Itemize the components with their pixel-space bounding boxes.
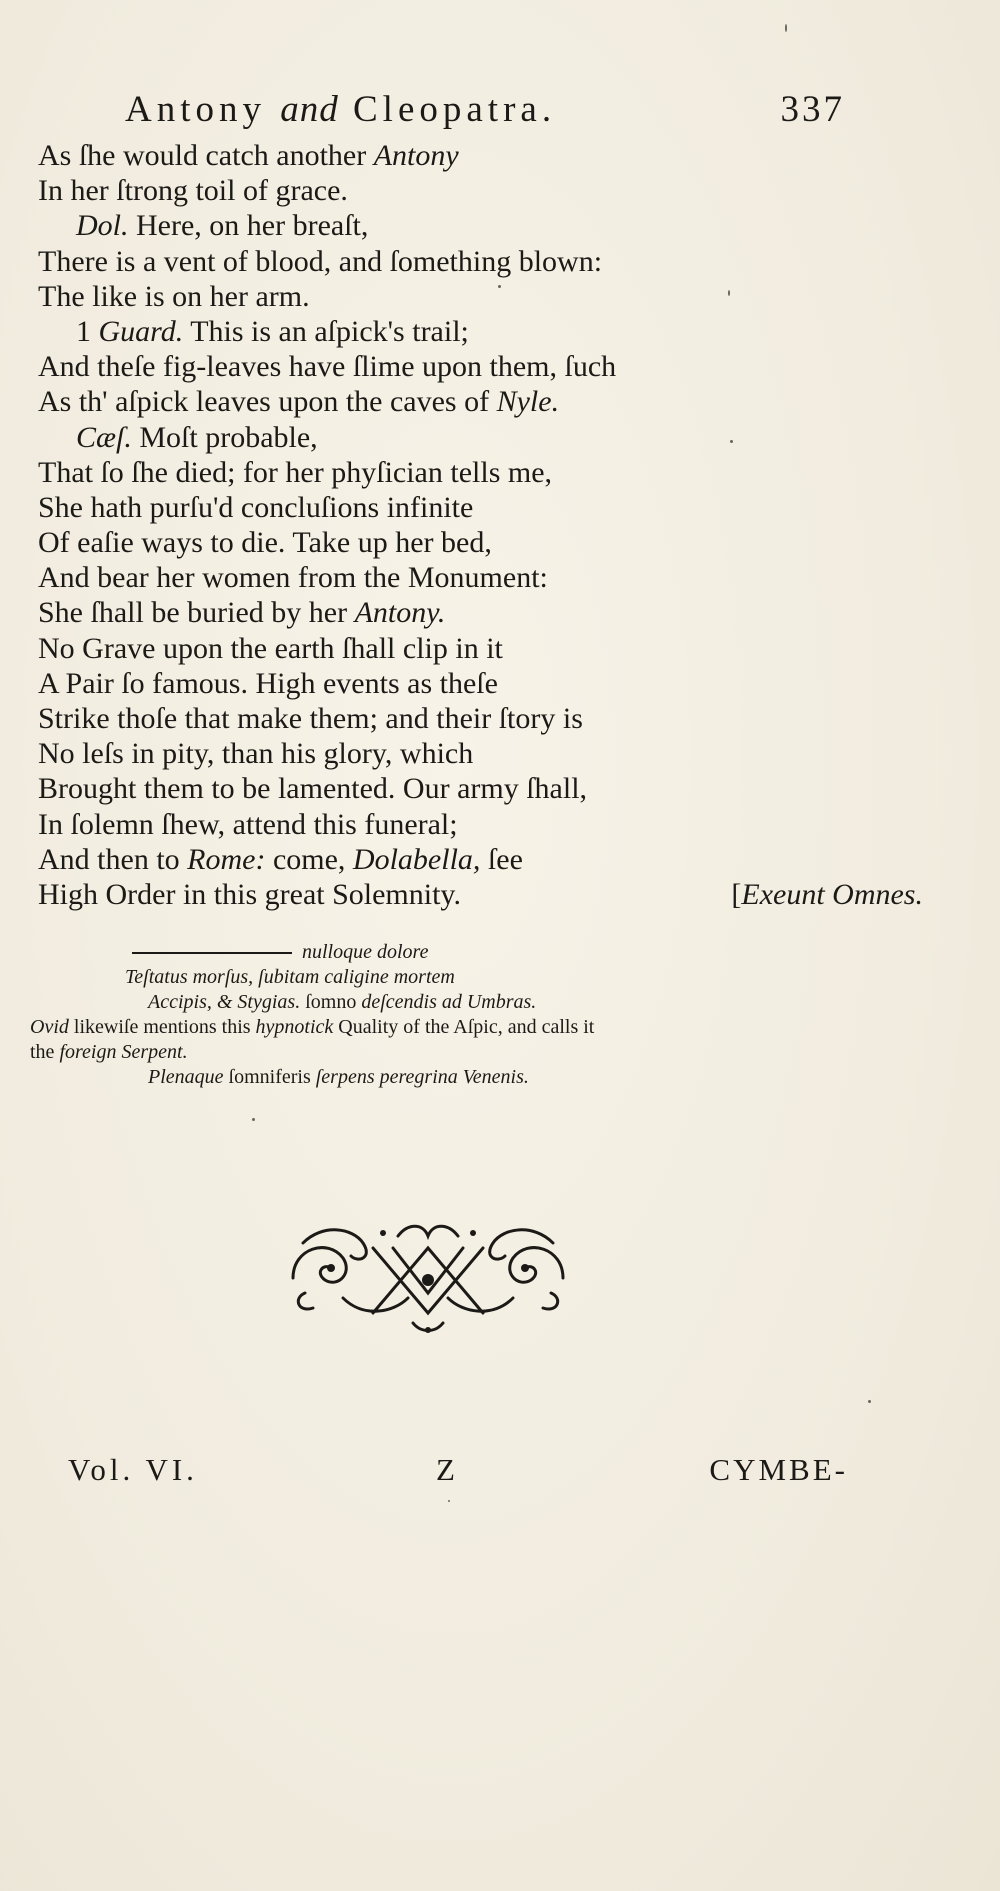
verse-text-run: The like is on her arm. xyxy=(38,279,310,313)
verse-italic-run: Nyle. xyxy=(496,385,560,419)
page-footer xyxy=(68,1452,848,1497)
title-and: and xyxy=(280,89,339,130)
paper-speck xyxy=(448,1500,450,1502)
title-cleopatra: Cleopatra. xyxy=(338,89,557,130)
verse-text-run: And bear her women from the Monument: xyxy=(38,561,548,595)
verse-text-run: She ſhall be buried by her xyxy=(38,596,355,630)
footnote xyxy=(30,940,860,1090)
verse-line xyxy=(38,173,958,208)
speaker-name: Cæſ. xyxy=(76,420,132,454)
verse-text xyxy=(38,138,958,912)
footnote-dash xyxy=(132,952,292,954)
verse-line xyxy=(38,666,958,701)
fleuron-ornament-icon xyxy=(283,1218,573,1338)
verse-text-run: come, xyxy=(265,842,353,876)
verse-line xyxy=(38,736,958,771)
footnote-line: Ovid likewiſe mentions this hypnotick Quality of the Aſpic, and calls it xyxy=(30,1016,595,1038)
verse-text-run: That ſo ſhe died; for her phyſician tells me, xyxy=(38,455,553,489)
catchword: CYMBE- xyxy=(709,1452,848,1487)
verse-italic-run: Rome: xyxy=(187,842,266,876)
verse-text-run: She hath purſu'd concluſions infinite xyxy=(38,490,474,524)
verse-text-run: Here, on her breaſt, xyxy=(128,209,369,243)
stage-direction: [Exeunt Omnes. xyxy=(731,877,923,911)
verse-line xyxy=(38,877,958,912)
footnote-line: the foreign Serpent. xyxy=(30,1041,188,1063)
running-header xyxy=(125,88,845,138)
verse-line xyxy=(38,807,958,842)
verse-text-run: There is a vent of blood, and ſomething blown: xyxy=(38,244,603,278)
footnote-line: Accipis, & Stygias. ſomno deſcendis ad Umbras. xyxy=(148,991,537,1013)
verse-line xyxy=(38,138,958,173)
paper-speck xyxy=(498,285,501,288)
verse-line xyxy=(38,842,958,877)
verse-line xyxy=(38,384,958,419)
speaker-number: 1 xyxy=(76,314,99,348)
verse-text-run: A Pair ſo famous. High events as theſe xyxy=(38,666,498,700)
verse-text-run: In her ſtrong toil of grace. xyxy=(38,174,348,208)
verse-text-run: Of eaſie ways to die. Take up her bed, xyxy=(38,526,492,560)
verse-text-run: And theſe fig-leaves have ſlime upon them, ſuch xyxy=(38,350,617,384)
page-number: 337 xyxy=(780,89,845,130)
verse-italic-run: Antony. xyxy=(354,596,446,630)
paper-speck xyxy=(252,1118,255,1121)
verse-text-run: Brought them to be lamented. Our army ſhall, xyxy=(38,772,588,806)
verse-line xyxy=(38,771,958,806)
paper-speck xyxy=(730,440,733,443)
footnote-line: Teſtatus morſus, ſubitam caligine mortem xyxy=(125,966,455,988)
paper-speck xyxy=(728,290,730,296)
verse-italic-run: Dolabella, xyxy=(352,842,481,876)
verse-text-run: Moſt probable, xyxy=(131,420,318,454)
verse-text-run: As th' aſpick leaves upon the caves of xyxy=(38,385,497,419)
speaker-name: Dol. xyxy=(76,209,129,243)
verse-text-run: ſee xyxy=(480,842,523,876)
running-title xyxy=(125,88,556,131)
verse-line xyxy=(38,420,958,455)
verse-line xyxy=(38,349,958,384)
footnote-line: Plenaque ſomniferis ſerpens peregrina Venenis. xyxy=(148,1066,529,1088)
verse-text-run: And then to xyxy=(38,842,188,876)
speaker-name: Guard. xyxy=(98,314,184,348)
verse-text-run: In ſolemn ſhew, attend this funeral; xyxy=(38,807,458,841)
footnote-line: nulloque dolore xyxy=(30,940,860,965)
verse-text-run: No Grave upon the earth ſhall clip in it xyxy=(38,631,503,665)
verse-line xyxy=(38,525,958,560)
title-antony: Antony xyxy=(125,89,281,130)
verse-line xyxy=(38,208,958,243)
verse-text-run: As ſhe would catch another xyxy=(38,139,374,172)
verse-line xyxy=(38,314,958,349)
paper-speck xyxy=(868,1400,871,1403)
verse-line xyxy=(38,631,958,666)
paper-speck xyxy=(785,24,787,32)
verse-line xyxy=(38,701,958,736)
verse-line xyxy=(38,244,958,279)
verse-line xyxy=(38,455,958,490)
verse-text-run: This is an aſpick's trail; xyxy=(183,314,469,348)
verse-line xyxy=(38,595,958,630)
volume-number: Vol. VI. xyxy=(68,1452,198,1487)
verse-italic-run: Antony xyxy=(373,139,459,172)
verse-text-run: No leſs in pity, than his glory, which xyxy=(38,737,474,771)
verse-text-run: Strike thoſe that make them; and their ſtory is xyxy=(38,702,583,735)
verse-line xyxy=(38,560,958,595)
verse-line xyxy=(38,279,958,314)
verse-line xyxy=(38,490,958,525)
signature-mark: Z xyxy=(436,1452,455,1487)
verse-text-run: High Order in this great Solemnity. xyxy=(38,877,461,911)
